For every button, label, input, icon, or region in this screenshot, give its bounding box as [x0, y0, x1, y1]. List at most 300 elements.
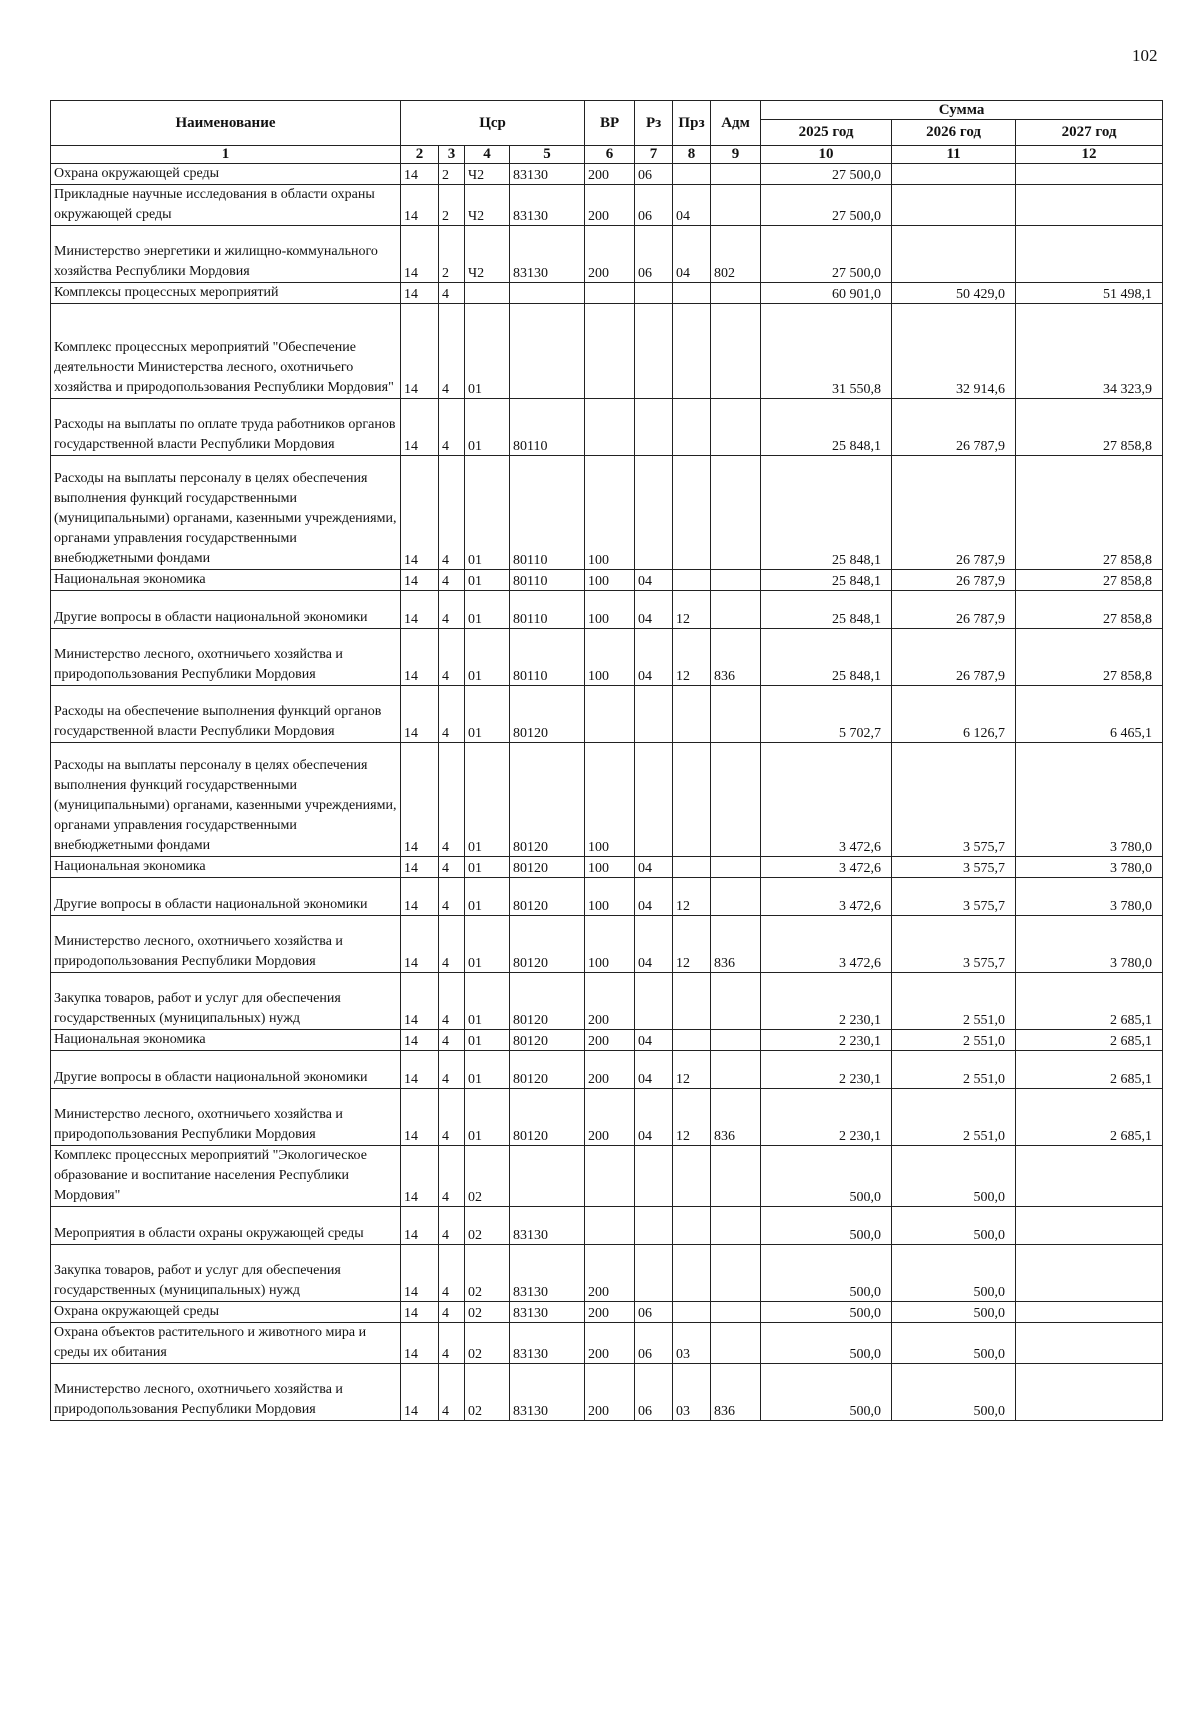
row-code: 4 [439, 1089, 465, 1146]
row-code: Ч2 [465, 226, 510, 283]
row-vr: 200 [585, 1089, 635, 1146]
row-sum-2027: 34 323,9 [1016, 304, 1163, 399]
row-code: 14 [401, 686, 439, 743]
row-code: 14 [401, 283, 439, 304]
row-code: 01 [465, 686, 510, 743]
column-number: 7 [635, 146, 673, 164]
row-adm [711, 591, 761, 629]
row-adm: 836 [711, 1089, 761, 1146]
row-adm [711, 1323, 761, 1364]
row-name: Комплекс процессных мероприятий "Экологическое образование и воспитание населения Республики Мордовия" [51, 1146, 401, 1207]
row-adm [711, 283, 761, 304]
row-code: 4 [439, 973, 465, 1030]
row-code: 4 [439, 857, 465, 878]
row-prz: 12 [673, 916, 711, 973]
row-name: Охрана окружающей среды [51, 1302, 401, 1323]
header-year-2025: 2025 год [761, 120, 892, 146]
row-sum-2025: 25 848,1 [761, 591, 892, 629]
row-sum-2027 [1016, 1302, 1163, 1323]
row-sum-2026: 500,0 [892, 1245, 1016, 1302]
row-name: Охрана окружающей среды [51, 164, 401, 185]
row-prz [673, 1245, 711, 1302]
row-code: 01 [465, 304, 510, 399]
row-prz [673, 456, 711, 570]
row-vr: 200 [585, 973, 635, 1030]
row-sum-2027: 27 858,8 [1016, 456, 1163, 570]
row-sum-2026: 2 551,0 [892, 1089, 1016, 1146]
row-code: 01 [465, 973, 510, 1030]
row-code [510, 1146, 585, 1207]
row-code: 4 [439, 1146, 465, 1207]
row-code: 4 [439, 878, 465, 916]
row-code: 80110 [510, 456, 585, 570]
row-prz [673, 399, 711, 456]
row-code: 14 [401, 973, 439, 1030]
row-code: 14 [401, 743, 439, 857]
row-sum-2026: 26 787,9 [892, 591, 1016, 629]
row-code: 01 [465, 456, 510, 570]
column-number: 1 [51, 146, 401, 164]
row-prz: 12 [673, 629, 711, 686]
column-number: 8 [673, 146, 711, 164]
row-prz [673, 743, 711, 857]
row-adm [711, 743, 761, 857]
row-sum-2025: 2 230,1 [761, 973, 892, 1030]
row-vr [585, 1146, 635, 1207]
row-adm [711, 686, 761, 743]
table-row [51, 1051, 1163, 1089]
row-adm [711, 185, 761, 226]
row-vr: 100 [585, 570, 635, 591]
row-sum-2025: 2 230,1 [761, 1030, 892, 1051]
row-sum-2025: 31 550,8 [761, 304, 892, 399]
row-adm [711, 399, 761, 456]
row-sum-2026: 500,0 [892, 1207, 1016, 1245]
row-code: 83130 [510, 1323, 585, 1364]
row-sum-2026: 32 914,6 [892, 304, 1016, 399]
row-sum-2025: 27 500,0 [761, 164, 892, 185]
row-code: 4 [439, 591, 465, 629]
row-sum-2027: 3 780,0 [1016, 916, 1163, 973]
row-sum-2026: 2 551,0 [892, 1030, 1016, 1051]
row-code: 01 [465, 916, 510, 973]
row-code: 01 [465, 1051, 510, 1089]
row-prz [673, 1207, 711, 1245]
row-vr: 200 [585, 1323, 635, 1364]
header-year-2027: 2027 год [1016, 120, 1163, 146]
row-sum-2026: 500,0 [892, 1364, 1016, 1421]
row-code: 14 [401, 1146, 439, 1207]
row-vr: 100 [585, 591, 635, 629]
column-number: 6 [585, 146, 635, 164]
row-code: 4 [439, 1364, 465, 1421]
page-number: 102 [1132, 46, 1158, 65]
row-sum-2025: 3 472,6 [761, 743, 892, 857]
row-sum-2025: 25 848,1 [761, 399, 892, 456]
row-sum-2026: 3 575,7 [892, 743, 1016, 857]
row-code: 14 [401, 226, 439, 283]
row-rz [635, 973, 673, 1030]
row-vr: 200 [585, 1051, 635, 1089]
row-code: 14 [401, 1245, 439, 1302]
column-number: 4 [465, 146, 510, 164]
row-sum-2027: 3 780,0 [1016, 857, 1163, 878]
row-rz [635, 1207, 673, 1245]
row-vr: 100 [585, 743, 635, 857]
row-rz: 04 [635, 591, 673, 629]
row-name: Министерство лесного, охотничьего хозяйства и природопользования Республики Мордовия [51, 1364, 401, 1421]
row-rz [635, 283, 673, 304]
row-adm: 836 [711, 916, 761, 973]
row-rz: 04 [635, 1051, 673, 1089]
row-code: 01 [465, 857, 510, 878]
row-vr: 100 [585, 878, 635, 916]
row-code: 4 [439, 399, 465, 456]
row-code: 83130 [510, 226, 585, 283]
row-vr: 200 [585, 226, 635, 283]
row-prz [673, 1146, 711, 1207]
row-code: 14 [401, 399, 439, 456]
row-code: 01 [465, 743, 510, 857]
row-adm: 802 [711, 226, 761, 283]
row-sum-2027 [1016, 1364, 1163, 1421]
row-sum-2026: 26 787,9 [892, 629, 1016, 686]
row-vr [585, 1207, 635, 1245]
row-sum-2025: 25 848,1 [761, 629, 892, 686]
row-sum-2025: 500,0 [761, 1146, 892, 1207]
row-code [510, 304, 585, 399]
row-code: 14 [401, 916, 439, 973]
row-adm [711, 164, 761, 185]
row-sum-2025: 2 230,1 [761, 1051, 892, 1089]
column-number: 5 [510, 146, 585, 164]
row-code: 14 [401, 878, 439, 916]
row-rz: 04 [635, 1089, 673, 1146]
row-sum-2026: 26 787,9 [892, 570, 1016, 591]
row-sum-2026: 500,0 [892, 1323, 1016, 1364]
column-number: 12 [1016, 146, 1163, 164]
row-rz: 04 [635, 570, 673, 591]
row-code: 2 [439, 164, 465, 185]
column-number: 2 [401, 146, 439, 164]
row-prz: 12 [673, 878, 711, 916]
row-prz: 12 [673, 1051, 711, 1089]
row-sum-2025: 500,0 [761, 1207, 892, 1245]
row-adm [711, 304, 761, 399]
row-code: 4 [439, 1051, 465, 1089]
row-rz [635, 1245, 673, 1302]
row-code: 14 [401, 185, 439, 226]
row-code: Ч2 [465, 164, 510, 185]
row-rz: 04 [635, 916, 673, 973]
table-row [51, 570, 1163, 591]
row-prz: 12 [673, 1089, 711, 1146]
row-code: 14 [401, 1030, 439, 1051]
row-prz [673, 283, 711, 304]
row-sum-2027: 2 685,1 [1016, 973, 1163, 1030]
row-vr: 100 [585, 456, 635, 570]
table-row [51, 1030, 1163, 1051]
row-sum-2027: 27 858,8 [1016, 399, 1163, 456]
row-code: 4 [439, 686, 465, 743]
row-sum-2025: 25 848,1 [761, 456, 892, 570]
table-row [51, 591, 1163, 629]
header-rz: Рз [635, 101, 673, 146]
row-adm [711, 1030, 761, 1051]
row-prz: 04 [673, 185, 711, 226]
row-sum-2026 [892, 164, 1016, 185]
row-sum-2026: 500,0 [892, 1146, 1016, 1207]
row-code: 01 [465, 629, 510, 686]
row-name: Комплексы процессных мероприятий [51, 283, 401, 304]
row-rz [635, 456, 673, 570]
row-code: 4 [439, 629, 465, 686]
row-code: 83130 [510, 1245, 585, 1302]
row-code: 80120 [510, 973, 585, 1030]
header-name: Наименование [51, 101, 401, 146]
row-sum-2025: 5 702,7 [761, 686, 892, 743]
table-row [51, 1089, 1163, 1146]
row-prz [673, 686, 711, 743]
row-vr [585, 283, 635, 304]
table-row [51, 1364, 1163, 1421]
column-number: 10 [761, 146, 892, 164]
row-code: 14 [401, 1051, 439, 1089]
row-code: 4 [439, 304, 465, 399]
row-code: 14 [401, 1302, 439, 1323]
row-code: 01 [465, 1089, 510, 1146]
row-sum-2025: 25 848,1 [761, 570, 892, 591]
row-code: 80120 [510, 743, 585, 857]
row-prz: 12 [673, 591, 711, 629]
row-sum-2027 [1016, 1146, 1163, 1207]
row-code: 14 [401, 570, 439, 591]
table-row [51, 1207, 1163, 1245]
row-code: 2 [439, 185, 465, 226]
row-sum-2025: 500,0 [761, 1245, 892, 1302]
row-name: Национальная экономика [51, 570, 401, 591]
row-code: 80120 [510, 1030, 585, 1051]
row-name: Министерство лесного, охотничьего хозяйства и природопользования Республики Мордовия [51, 629, 401, 686]
row-sum-2027: 27 858,8 [1016, 629, 1163, 686]
row-adm [711, 1051, 761, 1089]
row-vr: 200 [585, 164, 635, 185]
table-row [51, 1323, 1163, 1364]
row-sum-2026: 2 551,0 [892, 973, 1016, 1030]
row-prz: 03 [673, 1364, 711, 1421]
row-code: 02 [465, 1323, 510, 1364]
row-code: 02 [465, 1146, 510, 1207]
row-code: 4 [439, 1323, 465, 1364]
row-name: Прикладные научные исследования в области охраны окружающей среды [51, 185, 401, 226]
row-code: 83130 [510, 185, 585, 226]
row-prz [673, 570, 711, 591]
row-code: 4 [439, 283, 465, 304]
row-vr: 200 [585, 1030, 635, 1051]
row-sum-2027: 2 685,1 [1016, 1089, 1163, 1146]
table-row [51, 226, 1163, 283]
row-vr: 100 [585, 629, 635, 686]
row-sum-2027 [1016, 185, 1163, 226]
row-code: 14 [401, 164, 439, 185]
row-name: Другие вопросы в области национальной экономики [51, 1051, 401, 1089]
row-code: 4 [439, 743, 465, 857]
header-sum: Сумма [761, 101, 1163, 120]
row-name: Мероприятия в области охраны окружающей среды [51, 1207, 401, 1245]
row-code: 14 [401, 1089, 439, 1146]
row-adm [711, 857, 761, 878]
row-code: 80110 [510, 591, 585, 629]
row-code: 14 [401, 1207, 439, 1245]
column-number: 9 [711, 146, 761, 164]
row-adm: 836 [711, 629, 761, 686]
row-name: Расходы на выплаты персоналу в целях обеспечения выполнения функций государственными (муниципальными) органами, казенными учреждениями, органами управления государственными внебюджетными фондами [51, 743, 401, 857]
row-rz [635, 686, 673, 743]
header-tsr: Цср [401, 101, 585, 146]
row-code: 02 [465, 1302, 510, 1323]
row-code: 02 [465, 1364, 510, 1421]
row-sum-2026: 3 575,7 [892, 878, 1016, 916]
row-rz: 04 [635, 857, 673, 878]
row-sum-2026 [892, 185, 1016, 226]
header-adm: Адм [711, 101, 761, 146]
row-name: Национальная экономика [51, 1030, 401, 1051]
header-year-2026: 2026 год [892, 120, 1016, 146]
row-code: 80120 [510, 916, 585, 973]
row-code: 4 [439, 1302, 465, 1323]
row-rz [635, 1146, 673, 1207]
row-prz [673, 857, 711, 878]
table-row [51, 1245, 1163, 1302]
table-row [51, 456, 1163, 570]
row-code: 01 [465, 591, 510, 629]
row-prz [673, 304, 711, 399]
row-name: Закупка товаров, работ и услуг для обеспечения государственных (муниципальных) нужд [51, 973, 401, 1030]
row-vr [585, 686, 635, 743]
row-name: Расходы на обеспечение выполнения функций органов государственной власти Республики Мордовия [51, 686, 401, 743]
row-code: 01 [465, 878, 510, 916]
row-code: 80110 [510, 399, 585, 456]
row-sum-2025: 2 230,1 [761, 1089, 892, 1146]
row-sum-2027 [1016, 1207, 1163, 1245]
row-rz: 06 [635, 1302, 673, 1323]
row-sum-2027: 3 780,0 [1016, 878, 1163, 916]
row-name: Комплекс процессных мероприятий "Обеспечение деятельности Министерства лесного, охотничьего хозяйства и природопользования Республики Мордовия" [51, 304, 401, 399]
row-rz: 04 [635, 629, 673, 686]
row-prz [673, 1030, 711, 1051]
row-name: Расходы на выплаты персоналу в целях обеспечения выполнения функций государственными (муниципальными) органами, казенными учреждениями, органами управления государственными внебюджетными фондами [51, 456, 401, 570]
row-adm: 836 [711, 1364, 761, 1421]
row-code: 83130 [510, 1302, 585, 1323]
row-code: 80110 [510, 570, 585, 591]
table-row [51, 857, 1163, 878]
row-code: 80120 [510, 1089, 585, 1146]
row-sum-2026: 3 575,7 [892, 916, 1016, 973]
column-number: 3 [439, 146, 465, 164]
row-rz [635, 743, 673, 857]
row-code: 83130 [510, 1207, 585, 1245]
row-vr: 200 [585, 1302, 635, 1323]
row-sum-2026 [892, 226, 1016, 283]
row-sum-2027 [1016, 164, 1163, 185]
table-row [51, 164, 1163, 185]
row-sum-2026: 50 429,0 [892, 283, 1016, 304]
row-code: 14 [401, 456, 439, 570]
row-adm [711, 878, 761, 916]
table-row [51, 743, 1163, 857]
row-prz [673, 164, 711, 185]
row-name: Расходы на выплаты по оплате труда работников органов государственной власти Республики Мордовия [51, 399, 401, 456]
row-sum-2026: 2 551,0 [892, 1051, 1016, 1089]
row-code: 80120 [510, 857, 585, 878]
row-prz [673, 1302, 711, 1323]
table-row [51, 973, 1163, 1030]
row-sum-2027: 3 780,0 [1016, 743, 1163, 857]
row-sum-2025: 500,0 [761, 1323, 892, 1364]
row-code: 4 [439, 456, 465, 570]
row-code: 4 [439, 1030, 465, 1051]
row-name: Охрана объектов растительного и животного мира и среды их обитания [51, 1323, 401, 1364]
row-code: 02 [465, 1207, 510, 1245]
row-code: 14 [401, 1364, 439, 1421]
row-name: Министерство энергетики и жилищно-коммунального хозяйства Республики Мордовия [51, 226, 401, 283]
row-vr: 200 [585, 1245, 635, 1302]
row-code: 83130 [510, 1364, 585, 1421]
row-name: Закупка товаров, работ и услуг для обеспечения государственных (муниципальных) нужд [51, 1245, 401, 1302]
row-prz [673, 973, 711, 1030]
row-sum-2027 [1016, 1323, 1163, 1364]
row-code: Ч2 [465, 185, 510, 226]
row-sum-2026: 3 575,7 [892, 857, 1016, 878]
row-code: 4 [439, 570, 465, 591]
row-sum-2026: 500,0 [892, 1302, 1016, 1323]
row-sum-2027: 6 465,1 [1016, 686, 1163, 743]
row-sum-2026: 26 787,9 [892, 399, 1016, 456]
column-number: 11 [892, 146, 1016, 164]
row-code [465, 283, 510, 304]
row-vr [585, 399, 635, 456]
row-adm [711, 1207, 761, 1245]
row-sum-2026: 26 787,9 [892, 456, 1016, 570]
row-rz [635, 399, 673, 456]
row-code: 2 [439, 226, 465, 283]
row-sum-2025: 3 472,6 [761, 878, 892, 916]
row-code: 80120 [510, 686, 585, 743]
table-row [51, 916, 1163, 973]
row-vr: 100 [585, 857, 635, 878]
row-name: Министерство лесного, охотничьего хозяйства и природопользования Республики Мордовия [51, 1089, 401, 1146]
row-rz: 06 [635, 1323, 673, 1364]
row-sum-2025: 3 472,6 [761, 857, 892, 878]
row-adm [711, 973, 761, 1030]
row-vr: 200 [585, 185, 635, 226]
row-code: 4 [439, 1207, 465, 1245]
table-row [51, 1146, 1163, 1207]
column-number-row [51, 146, 1163, 164]
row-sum-2025: 27 500,0 [761, 185, 892, 226]
row-code: 14 [401, 857, 439, 878]
table-row [51, 1302, 1163, 1323]
row-code: 14 [401, 629, 439, 686]
row-sum-2025: 60 901,0 [761, 283, 892, 304]
row-sum-2027: 27 858,8 [1016, 591, 1163, 629]
row-code: 01 [465, 1030, 510, 1051]
table-row [51, 185, 1163, 226]
row-sum-2027: 27 858,8 [1016, 570, 1163, 591]
row-rz: 04 [635, 1030, 673, 1051]
row-code: 01 [465, 399, 510, 456]
row-sum-2025: 500,0 [761, 1364, 892, 1421]
